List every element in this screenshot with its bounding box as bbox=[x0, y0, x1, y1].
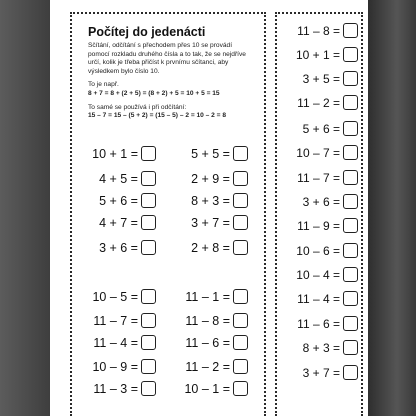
answer-box[interactable] bbox=[141, 146, 156, 161]
problem bbox=[288, 121, 358, 136]
intro-line: pomocí rozkladu druhého čísla a to tak, že se nejdříve bbox=[88, 50, 246, 58]
answer-box[interactable] bbox=[233, 171, 248, 186]
answer-box[interactable] bbox=[141, 215, 156, 230]
problem bbox=[180, 313, 248, 328]
answer-box[interactable] bbox=[343, 218, 358, 233]
problem-expression: 5 + 6 = bbox=[302, 121, 340, 136]
problem-expression: 10 – 6 = bbox=[296, 243, 340, 258]
problem-expression: 10 – 7 = bbox=[296, 145, 340, 160]
answer-box[interactable] bbox=[343, 95, 358, 110]
answer-box[interactable] bbox=[233, 335, 248, 350]
answer-box[interactable] bbox=[141, 381, 156, 396]
problem bbox=[288, 71, 358, 86]
problem-expression: 3 + 7 = bbox=[191, 215, 230, 230]
problem-expression: 10 + 1 = bbox=[92, 146, 138, 161]
answer-box[interactable] bbox=[233, 215, 248, 230]
answer-box[interactable] bbox=[233, 313, 248, 328]
answer-box[interactable] bbox=[141, 289, 156, 304]
problem-expression: 10 + 1 = bbox=[295, 47, 340, 62]
problem-expression: 11 – 4 = bbox=[297, 291, 340, 306]
problem bbox=[288, 340, 358, 355]
problem-expression: 4 + 7 = bbox=[99, 215, 138, 230]
answer-box[interactable] bbox=[141, 171, 156, 186]
answer-box[interactable] bbox=[343, 71, 358, 86]
same-formula: 15 – 7 = 15 – (5 + 2) = (15 – 5) – 2 = 10 – 2 = 8 bbox=[88, 112, 227, 120]
problem-expression: 5 + 6 = bbox=[99, 193, 138, 208]
answer-box[interactable] bbox=[141, 240, 156, 255]
problem bbox=[288, 218, 358, 233]
problem-expression: 11 – 3 = bbox=[93, 381, 138, 396]
answer-box[interactable] bbox=[343, 194, 358, 209]
problem-expression: 11 – 8 = bbox=[297, 23, 340, 38]
answer-box[interactable] bbox=[141, 359, 156, 374]
answer-box[interactable] bbox=[343, 121, 358, 136]
answer-box[interactable] bbox=[343, 145, 358, 160]
problem-expression: 4 + 5 = bbox=[99, 171, 138, 186]
problem-expression: 10 – 5 = bbox=[92, 289, 138, 304]
problem-expression: 5 + 5 = bbox=[191, 146, 230, 161]
problem bbox=[88, 215, 156, 230]
problem bbox=[288, 170, 358, 185]
problem bbox=[88, 335, 156, 350]
answer-box[interactable] bbox=[141, 313, 156, 328]
answer-box[interactable] bbox=[233, 240, 248, 255]
problem-expression: 11 – 1 = bbox=[185, 289, 230, 304]
page-title: Počítej do jedenácti bbox=[88, 25, 206, 39]
answer-box[interactable] bbox=[343, 340, 358, 355]
problem-expression: 11 – 4 = bbox=[93, 335, 138, 350]
answer-box[interactable] bbox=[233, 289, 248, 304]
problem bbox=[88, 193, 156, 208]
problem-expression: 3 + 6 = bbox=[99, 240, 138, 255]
problem bbox=[288, 243, 358, 258]
problem bbox=[88, 381, 156, 396]
answer-box[interactable] bbox=[343, 316, 358, 331]
problem bbox=[180, 359, 248, 374]
answer-box[interactable] bbox=[233, 146, 248, 161]
problem bbox=[88, 289, 156, 304]
problem-expression: 10 – 1 = bbox=[184, 381, 230, 396]
problem-expression: 2 + 8 = bbox=[191, 240, 230, 255]
problem bbox=[88, 171, 156, 186]
problem-expression: 11 – 6 = bbox=[185, 335, 230, 350]
problem-expression: 11 – 8 = bbox=[185, 313, 230, 328]
problem bbox=[180, 240, 248, 255]
problem bbox=[288, 267, 358, 282]
problem bbox=[180, 289, 248, 304]
intro-line: určí, kolik je třeba přičíst k prvnímu sčítanci, aby bbox=[88, 59, 229, 67]
example-formula: 8 + 7 = 8 + (2 + 5) = (8 + 2) + 5 = 10 + 5 = 15 bbox=[88, 89, 220, 97]
problem-expression: 11 – 6 = bbox=[297, 316, 340, 331]
problem-expression: 11 – 2 = bbox=[297, 95, 340, 110]
problem-expression: 8 + 3 = bbox=[302, 340, 340, 355]
answer-box[interactable] bbox=[343, 365, 358, 380]
problem bbox=[180, 215, 248, 230]
answer-box[interactable] bbox=[233, 359, 248, 374]
problem bbox=[288, 291, 358, 306]
problem bbox=[288, 365, 358, 380]
problem-expression: 3 + 6 = bbox=[302, 194, 340, 209]
problem bbox=[288, 95, 358, 110]
answer-box[interactable] bbox=[343, 267, 358, 282]
problem-expression: 8 + 3 = bbox=[191, 193, 230, 208]
problem bbox=[288, 145, 358, 160]
answer-box[interactable] bbox=[141, 335, 156, 350]
answer-box[interactable] bbox=[343, 291, 358, 306]
answer-box[interactable] bbox=[233, 193, 248, 208]
problem bbox=[180, 193, 248, 208]
problem bbox=[180, 335, 248, 350]
background-right bbox=[368, 0, 416, 416]
problem-expression: 3 + 7 = bbox=[302, 365, 340, 380]
answer-box[interactable] bbox=[141, 193, 156, 208]
problem-expression: 11 – 7 = bbox=[93, 313, 138, 328]
problem bbox=[88, 240, 156, 255]
problem bbox=[88, 146, 156, 161]
problem bbox=[180, 381, 248, 396]
same-label: To samé se používá i při odčítání: bbox=[88, 103, 187, 111]
intro-line: Sčítání, odčítání s přechodem přes 10 se provádí bbox=[88, 42, 233, 49]
background-left bbox=[0, 0, 50, 416]
problem bbox=[288, 23, 358, 38]
problem-expression: 11 – 9 = bbox=[297, 218, 340, 233]
intro-line: výsledkem bylo číslo 10. bbox=[88, 67, 160, 75]
problem-expression: 2 + 9 = bbox=[191, 171, 230, 186]
example-label: To je např. bbox=[88, 81, 119, 89]
answer-box[interactable] bbox=[343, 170, 358, 185]
problem-expression: 10 – 4 = bbox=[296, 267, 340, 282]
problem-expression: 11 – 2 = bbox=[185, 359, 230, 374]
problem bbox=[288, 194, 358, 209]
problem bbox=[88, 359, 156, 374]
problem bbox=[180, 146, 248, 161]
problem-expression: 11 – 7 = bbox=[297, 170, 340, 185]
answer-box[interactable] bbox=[343, 47, 358, 62]
problem bbox=[180, 171, 248, 186]
problem bbox=[288, 47, 358, 62]
answer-box[interactable] bbox=[343, 243, 358, 258]
problem-expression: 3 + 5 = bbox=[302, 71, 340, 86]
answer-box[interactable] bbox=[233, 381, 248, 396]
answer-box[interactable] bbox=[343, 23, 358, 38]
problem-expression: 10 – 9 = bbox=[92, 359, 138, 374]
instructions bbox=[88, 42, 263, 121]
problem bbox=[88, 313, 156, 328]
problem bbox=[288, 316, 358, 331]
